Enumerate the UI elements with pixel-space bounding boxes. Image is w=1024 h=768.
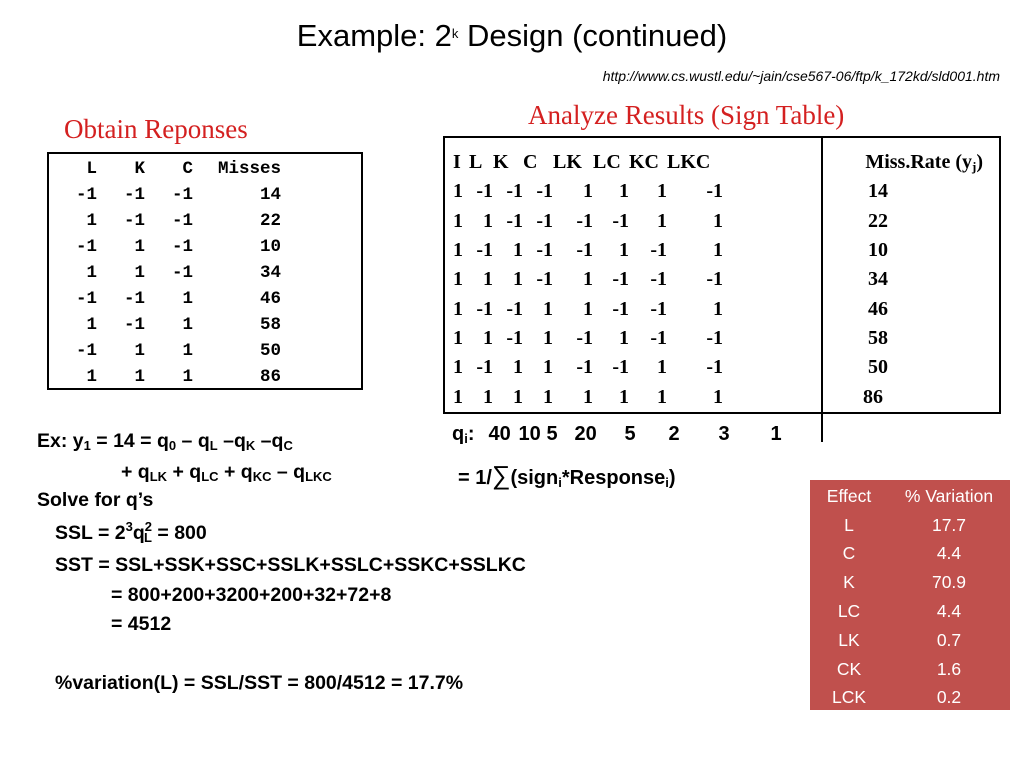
- table-cell: 1: [134, 367, 145, 387]
- q-value: 3: [718, 423, 730, 445]
- column-header: KC: [629, 151, 659, 174]
- table-cell: -1: [476, 297, 493, 320]
- table-cell: 4.4: [936, 543, 962, 564]
- q-value: 1: [770, 423, 782, 445]
- title-text-pre: Example: 2: [296, 18, 452, 53]
- q-formula: [458, 460, 676, 491]
- column-header: L: [469, 151, 483, 174]
- sign-table-box: [443, 136, 1001, 414]
- table-cell: -1: [706, 326, 723, 349]
- math-text: Ex: y: [37, 430, 84, 452]
- column-header: C: [182, 159, 193, 179]
- table-cell: 1: [583, 268, 593, 291]
- table-cell: 1: [453, 385, 463, 408]
- table-cell: 1: [453, 297, 463, 320]
- table-row: [453, 265, 983, 294]
- table-cell: 1: [713, 239, 723, 262]
- q-value: 5: [546, 423, 558, 445]
- table-cell: -1: [612, 356, 629, 379]
- miss-rate-cell: 10: [868, 239, 888, 262]
- table-row: [59, 208, 281, 234]
- table-cell: L: [844, 514, 854, 535]
- table-cell: 46: [259, 289, 281, 309]
- table-cell: -1: [476, 180, 493, 203]
- math-subscript: 1: [83, 438, 91, 453]
- title-text-post: Design (continued): [458, 18, 728, 53]
- table-cell: -1: [576, 209, 593, 232]
- sign-header-row: [453, 148, 983, 177]
- table-cell: LK: [838, 629, 860, 650]
- table-cell: -1: [476, 239, 493, 262]
- math-subscript: 0: [168, 438, 177, 453]
- table-cell: -1: [650, 268, 667, 291]
- table-cell: 1: [134, 341, 145, 361]
- title-superscript: k: [451, 26, 459, 41]
- table-cell: 10: [259, 237, 281, 257]
- math-text: – q: [176, 430, 210, 452]
- table-cell: 1: [453, 356, 463, 379]
- table-row: [59, 312, 281, 338]
- sign-table-heading: Analyze Results (Sign Table): [528, 100, 845, 130]
- responses-table-box: [47, 152, 363, 390]
- sst-equation: SST = SSL+SSK+SSC+SSLK+SSLC+SSKC+SSLKC: [55, 554, 526, 576]
- table-cell: 1: [182, 289, 193, 309]
- column-header: I: [453, 151, 461, 174]
- q-subscript: i: [464, 431, 468, 446]
- example-line-1: [37, 430, 293, 453]
- math-text: = 800: [151, 522, 207, 544]
- formula-sub-i: i: [558, 475, 562, 490]
- table-cell: 1: [619, 180, 629, 203]
- table-cell: -1: [536, 239, 553, 262]
- table-cell: 1: [483, 385, 493, 408]
- table-cell: LC: [837, 601, 861, 622]
- math-subscript: K: [245, 438, 256, 453]
- q-values-row: [452, 423, 782, 446]
- table-cell: 1: [513, 239, 523, 262]
- table-cell: 1: [453, 180, 463, 203]
- table-row: [810, 597, 1010, 626]
- table-cell: -1: [123, 289, 145, 309]
- table-cell: -1: [476, 356, 493, 379]
- table-cell: 1: [657, 356, 667, 379]
- table-row: [810, 655, 1010, 684]
- variation-equation: %variation(L) = SSL/SST = 800/4512 = 17.7%: [55, 672, 464, 694]
- math-subscript: C: [283, 438, 293, 453]
- table-cell: 14: [259, 185, 281, 205]
- math-subscript: KC: [252, 469, 272, 484]
- table-cell: 1: [453, 326, 463, 349]
- miss-rate-divider: [821, 136, 823, 442]
- table-cell: -1: [576, 326, 593, 349]
- table-cell: 22: [259, 211, 281, 231]
- table-cell: 17.7: [931, 514, 967, 535]
- table-cell: -1: [75, 185, 97, 205]
- example-line-2: [121, 461, 332, 484]
- source-url: http://www.cs.wustl.edu/~jain/cse567-06/ftp/k_172kd/sld001.htm: [602, 68, 1000, 84]
- table-cell: 1: [713, 209, 723, 232]
- table-cell: 34: [259, 263, 281, 283]
- table-cell: -1: [536, 180, 553, 203]
- table-cell: 1: [134, 263, 145, 283]
- table-cell: -1: [171, 237, 193, 257]
- table-cell: 1: [134, 237, 145, 257]
- table-cell: 1: [543, 356, 553, 379]
- q-label: q: [452, 423, 465, 445]
- math-superscript: 3: [125, 519, 133, 534]
- formula-sign: (sign: [510, 467, 559, 489]
- table-cell: -1: [123, 315, 145, 335]
- column-header: Misses: [217, 159, 281, 179]
- math-text: q: [132, 522, 145, 544]
- math-text: –q: [255, 430, 284, 452]
- table-cell: 1: [86, 263, 97, 283]
- formula-response: *Response: [561, 467, 666, 489]
- miss-rate-cell: 22: [868, 209, 888, 232]
- table-cell: 1: [543, 326, 553, 349]
- responses-heading: Obtain Reponses: [64, 114, 248, 144]
- table-cell: 1: [86, 367, 97, 387]
- miss-rate-cell: 14: [868, 180, 888, 203]
- table-cell: 1: [619, 239, 629, 262]
- table-cell: 50: [259, 341, 281, 361]
- math-subscript: LKC: [305, 469, 332, 484]
- math-subscript: L: [144, 530, 152, 545]
- table-cell: -1: [706, 268, 723, 291]
- table-cell: 1: [453, 268, 463, 291]
- table-cell: 86: [259, 367, 281, 387]
- summation-icon: ∑: [491, 460, 511, 490]
- column-header: LKC: [667, 151, 711, 174]
- table-row: [59, 182, 281, 208]
- table-cell: 1: [453, 209, 463, 232]
- miss-rate-subscript: j: [971, 159, 977, 175]
- miss-rate-label: Miss.Rate (y: [865, 151, 972, 174]
- table-cell: -1: [506, 297, 523, 320]
- table-row: [59, 234, 281, 260]
- formula-close: ): [668, 467, 676, 489]
- math-subscript: LK: [149, 469, 168, 484]
- effects-table-box: [810, 480, 1010, 710]
- q-colon: :: [467, 423, 475, 445]
- q-value: 10: [518, 423, 541, 445]
- table-cell: 0.7: [936, 629, 962, 650]
- table-cell: -1: [171, 263, 193, 283]
- table-row: [453, 353, 983, 382]
- table-cell: 1: [483, 268, 493, 291]
- math-text: – q: [271, 461, 306, 483]
- q-value: 5: [624, 423, 636, 445]
- math-subscript: L: [209, 438, 218, 453]
- table-row: [810, 511, 1010, 540]
- math-text: SSL = 2: [55, 522, 126, 544]
- table-cell: 1: [513, 356, 523, 379]
- column-header: C: [523, 151, 538, 174]
- table-cell: -1: [506, 326, 523, 349]
- table-row: [453, 382, 983, 411]
- table-cell: 1: [483, 209, 493, 232]
- column-header: L: [86, 159, 97, 179]
- table-cell: -1: [612, 209, 629, 232]
- miss-rate-cell: 46: [868, 297, 888, 320]
- table-cell: 1: [543, 385, 553, 408]
- table-cell: 1: [182, 341, 193, 361]
- table-row: [59, 364, 281, 390]
- formula-prefix: = 1/: [458, 467, 492, 489]
- table-cell: 0.2: [936, 687, 962, 708]
- table-cell: 1: [513, 268, 523, 291]
- table-cell: 1: [86, 315, 97, 335]
- table-cell: 1: [713, 385, 723, 408]
- math-text: = 14 = q: [90, 430, 169, 452]
- table-cell: 1: [583, 180, 593, 203]
- responses-header-row: [59, 156, 281, 182]
- table-cell: 1.6: [936, 658, 962, 679]
- table-cell: -1: [576, 239, 593, 262]
- table-cell: 58: [259, 315, 281, 335]
- table-row: [453, 177, 983, 206]
- table-cell: -1: [536, 209, 553, 232]
- table-cell: -1: [706, 356, 723, 379]
- table-cell: 4.4: [936, 601, 962, 622]
- table-cell: -1: [612, 297, 629, 320]
- effects-table: [810, 482, 1010, 712]
- table-row: [453, 207, 983, 236]
- table-cell: 1: [513, 385, 523, 408]
- table-cell: -1: [650, 326, 667, 349]
- miss-rate-cell: 50: [868, 356, 888, 379]
- table-cell: 1: [86, 211, 97, 231]
- miss-rate-header: [723, 148, 983, 177]
- column-header: LK: [553, 151, 582, 174]
- table-cell: -1: [123, 185, 145, 205]
- table-cell: 1: [619, 385, 629, 408]
- table-row: [59, 286, 281, 312]
- table-cell: 1: [619, 326, 629, 349]
- table-row: [59, 260, 281, 286]
- column-header: LC: [593, 151, 621, 174]
- miss-rate-cell: 58: [868, 326, 888, 349]
- miss-rate-cell: 34: [868, 268, 888, 291]
- q-value: 20: [574, 423, 597, 445]
- math-text: + q: [218, 461, 253, 483]
- miss-rate-close: ): [976, 151, 983, 174]
- table-row: [810, 626, 1010, 655]
- table-row: [59, 338, 281, 364]
- table-cell: 1: [713, 297, 723, 320]
- table-cell: 1: [657, 209, 667, 232]
- ssl-equation: [55, 519, 207, 545]
- table-row: [810, 684, 1010, 713]
- table-cell: -1: [171, 185, 193, 205]
- column-header: K: [493, 151, 509, 174]
- table-cell: C: [842, 543, 856, 564]
- table-cell: CK: [836, 658, 862, 679]
- responses-table: [59, 156, 281, 390]
- math-text: + q: [167, 461, 202, 483]
- table-cell: 70.9: [931, 572, 967, 593]
- table-cell: -1: [706, 180, 723, 203]
- table-cell: -1: [576, 356, 593, 379]
- table-row: [810, 540, 1010, 569]
- table-cell: 1: [182, 315, 193, 335]
- table-cell: 1: [583, 297, 593, 320]
- table-cell: LCK: [831, 687, 867, 708]
- table-cell: 1: [543, 297, 553, 320]
- table-cell: K: [843, 572, 855, 593]
- sign-table: [453, 148, 983, 412]
- table-cell: -1: [171, 211, 193, 231]
- math-subscript: LC: [201, 469, 219, 484]
- table-cell: -1: [506, 209, 523, 232]
- table-cell: -1: [612, 268, 629, 291]
- slide-title: [0, 18, 1024, 54]
- table-cell: 1: [453, 239, 463, 262]
- q-value: 2: [668, 423, 680, 445]
- table-cell: -1: [506, 180, 523, 203]
- miss-rate-cell: 86: [863, 385, 883, 408]
- math-text: –q: [217, 430, 246, 452]
- column-header: % Variation: [904, 485, 994, 506]
- table-cell: -1: [650, 239, 667, 262]
- table-cell: 1: [657, 180, 667, 203]
- solve-label: Solve for q’s: [37, 489, 154, 511]
- formula-sub-i: i: [665, 475, 669, 490]
- table-row: [810, 568, 1010, 597]
- math-superscript: 2: [144, 519, 153, 534]
- table-cell: -1: [650, 297, 667, 320]
- table-row: [453, 324, 983, 353]
- sst-total: = 4512: [111, 613, 172, 635]
- table-cell: 1: [182, 367, 193, 387]
- sst-sum: = 800+200+3200+200+32+72+8: [111, 584, 392, 606]
- column-header: Effect: [826, 485, 872, 506]
- table-cell: -1: [536, 268, 553, 291]
- table-cell: -1: [123, 211, 145, 231]
- table-cell: 1: [657, 385, 667, 408]
- table-cell: 1: [483, 326, 493, 349]
- table-cell: -1: [75, 341, 97, 361]
- q-value: 40: [488, 423, 511, 445]
- table-cell: 1: [583, 385, 593, 408]
- table-cell: -1: [75, 237, 97, 257]
- column-header: K: [134, 159, 145, 179]
- effects-header-row: [810, 482, 1010, 511]
- table-cell: -1: [75, 289, 97, 309]
- table-row: [453, 236, 983, 265]
- math-text: + q: [121, 461, 150, 483]
- table-row: [453, 294, 983, 323]
